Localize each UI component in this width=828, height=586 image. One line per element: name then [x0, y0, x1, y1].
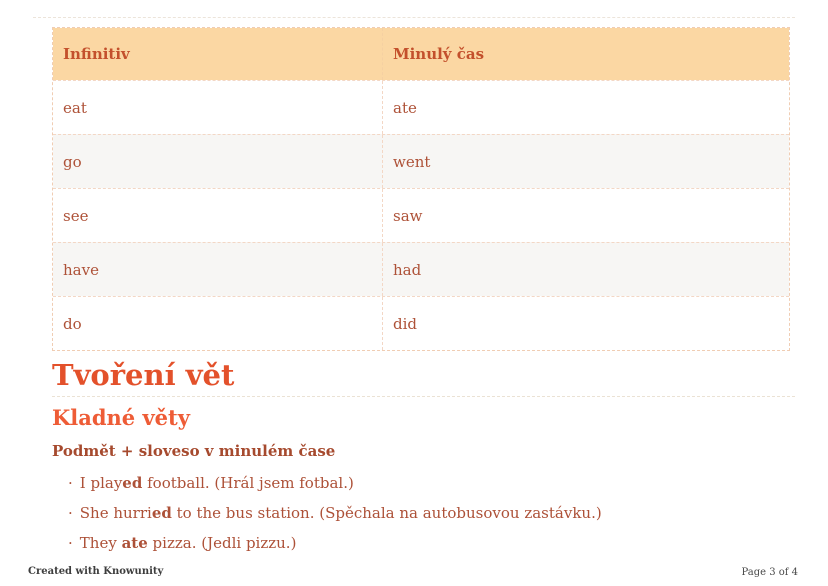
rule-heading: Podmět + sloveso v minulém čase [52, 442, 336, 460]
cell-infinitive: do [63, 314, 82, 333]
footer-branding: Created with Knowunity [28, 566, 164, 577]
cell-infinitive: eat [63, 98, 87, 117]
table-header-minuly-cas: Minulý čas [382, 28, 789, 80]
table-row [53, 80, 789, 134]
cell-past: went [382, 135, 789, 188]
list-item [68, 528, 798, 558]
example-text-post: football. (Hrál jsem fotbal.) [142, 474, 354, 492]
example-text-bold: ed [151, 504, 172, 522]
list-item [68, 498, 798, 528]
cell-past: saw [382, 189, 789, 242]
example-text-bold: ed [122, 474, 143, 492]
section-divider [52, 396, 795, 397]
cell-past: had [382, 243, 789, 296]
list-item [68, 468, 798, 498]
example-text-pre: She hurri [79, 504, 152, 522]
irregular-verbs-table [52, 27, 790, 351]
bullet-icon: · [68, 504, 73, 522]
example-text-post: pizza. (Jedli pizzu.) [147, 534, 297, 552]
section-title: Tvoření vět [52, 358, 235, 392]
example-text-pre: They [79, 534, 122, 552]
table-row [53, 188, 789, 242]
cell-past: did [382, 297, 789, 350]
subsection-title: Kladné věty [52, 405, 190, 430]
table-row [53, 242, 789, 296]
top-divider [33, 17, 795, 18]
bullet-icon: · [68, 474, 73, 492]
table-row [53, 296, 789, 350]
cell-infinitive: see [63, 206, 89, 225]
cell-past: ate [382, 81, 789, 134]
cell-infinitive: go [63, 152, 82, 171]
footer-page-number: Page 3 of 4 [741, 567, 798, 578]
bullet-icon: · [68, 534, 73, 552]
example-text-pre: I play [79, 474, 123, 492]
cell-infinitive: have [63, 260, 99, 279]
table-row [53, 134, 789, 188]
table-header-infinitiv: Infinitiv [63, 45, 130, 63]
example-text-bold: ate [121, 534, 148, 552]
table-header-row [53, 28, 789, 80]
example-list [68, 468, 798, 558]
example-text-post: to the bus station. (Spěchala na autobusovou zastávku.) [171, 504, 602, 522]
